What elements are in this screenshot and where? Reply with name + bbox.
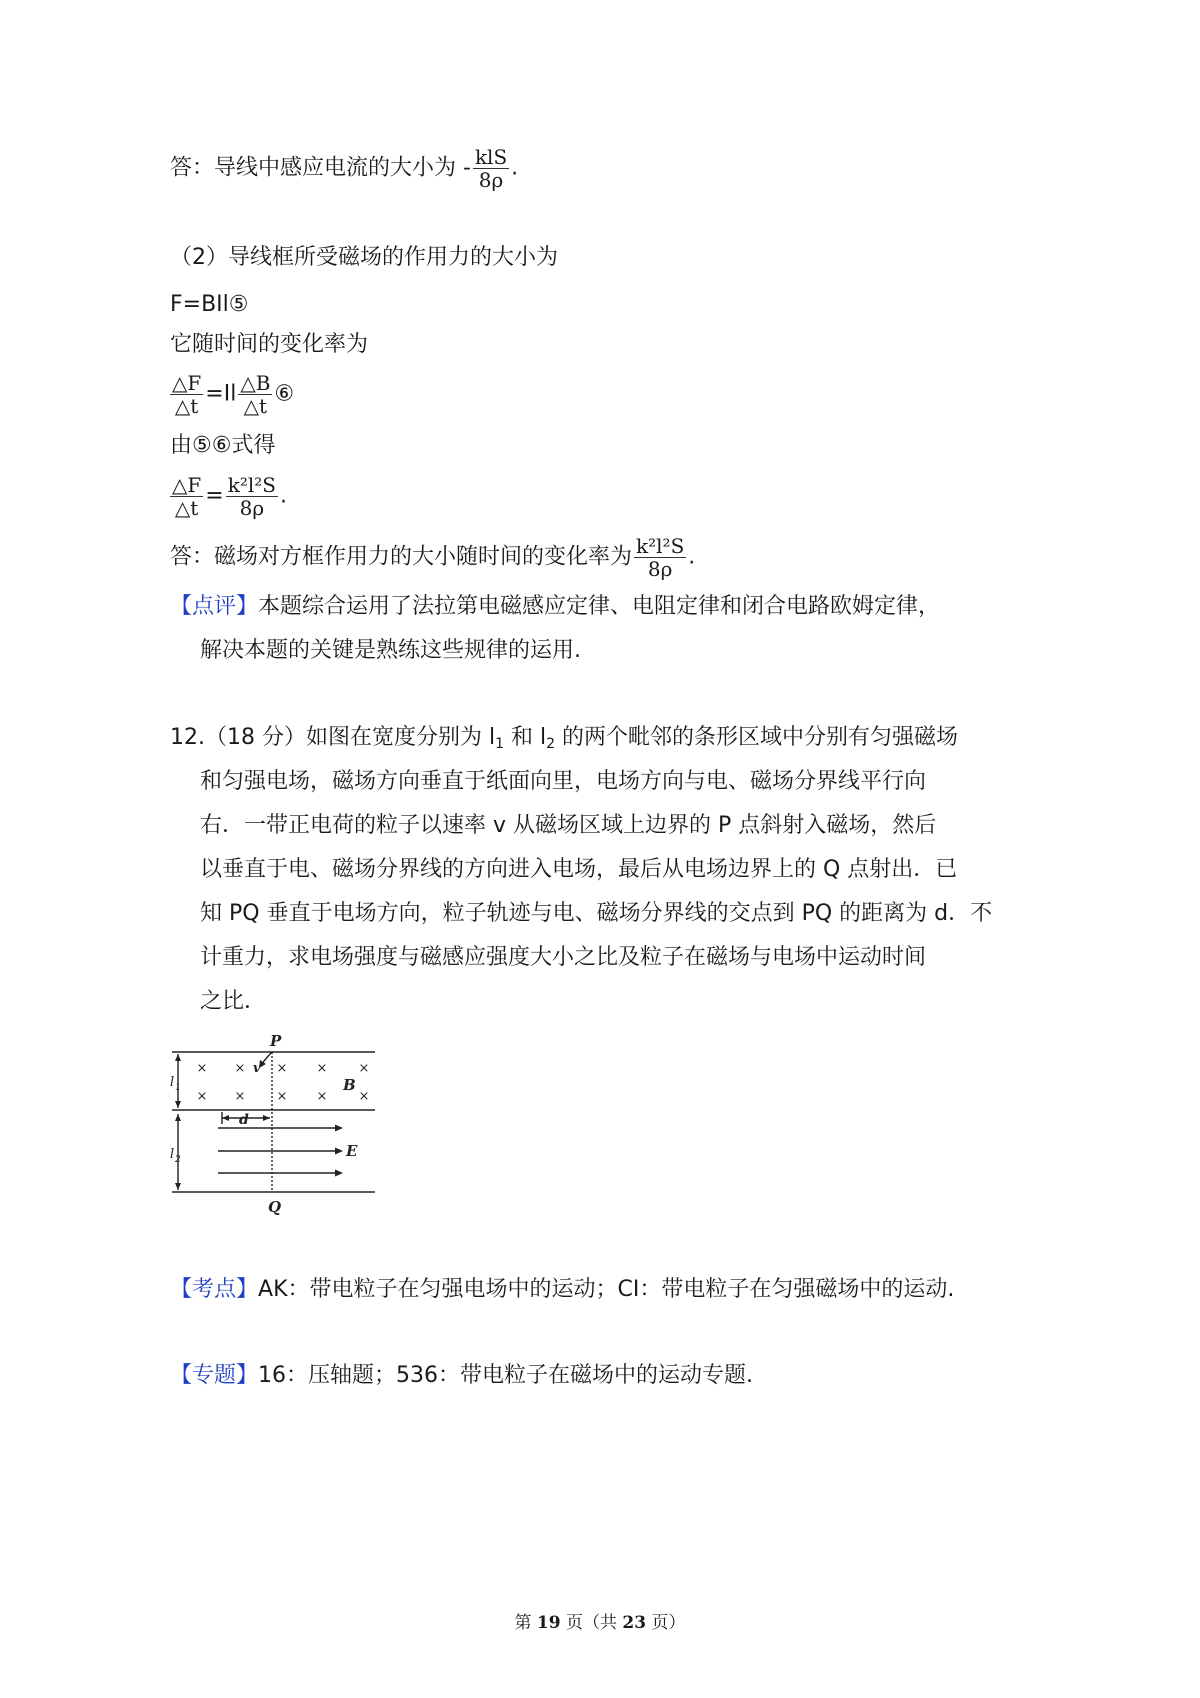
- fraction-denominator: 8ρ: [478, 168, 504, 192]
- arrowhead: [175, 1183, 181, 1190]
- comment-tag: 【点评】: [170, 594, 259, 619]
- arrowhead: [263, 1115, 270, 1121]
- total-pages: 23: [622, 1613, 647, 1633]
- footer-text: 页）: [646, 1613, 686, 1633]
- fraction-denominator: △t: [174, 394, 199, 418]
- question-12-line-6: 计重力，求电场强度与磁感应强度大小之比及粒子在磁场与电场中运动时间: [200, 945, 927, 970]
- subscript: 1: [495, 736, 505, 752]
- arrowhead: [222, 1115, 229, 1121]
- comment-line-1: [170, 592, 940, 622]
- answer-1: [170, 146, 518, 191]
- label-l1-subscript: 1: [175, 1083, 181, 1093]
- label-l2-subscript: 2: [175, 1155, 181, 1165]
- arrowhead: [335, 1148, 343, 1155]
- fraction-denominator: △t: [174, 496, 199, 520]
- answer-2-period: .: [688, 544, 696, 570]
- answer-1-text: 答：导线中感应电流的大小为 -: [170, 155, 471, 181]
- arrowhead: [335, 1125, 343, 1132]
- field-diagram: [160, 1030, 400, 1220]
- fraction-numerator: △F: [172, 473, 202, 497]
- kaodian-tag: 【考点】: [170, 1277, 259, 1302]
- equation-5: F=BIl⑤: [170, 292, 249, 317]
- zhuanti-text: 16：压轴题；536：带电粒子在磁场中的运动专题.: [258, 1363, 753, 1388]
- answer-2: [170, 535, 695, 580]
- zhuanti-tag: 【专题】: [170, 1363, 259, 1388]
- answer-1-fraction: [473, 146, 509, 191]
- zhuanti-line: [170, 1361, 753, 1391]
- fraction-dF-dt: [170, 474, 203, 519]
- equation-operator: =Il: [205, 381, 237, 407]
- label-l2: l: [170, 1147, 175, 1162]
- question-12-line-2: 和匀强电场，磁场方向垂直于纸面向里，电场方向与电、磁场分界线平行向: [200, 769, 927, 794]
- question-12-line-7: 之比．: [200, 989, 267, 1014]
- kaodian-line: [170, 1275, 954, 1305]
- result-equation: [168, 474, 287, 519]
- footer-text: 第: [514, 1613, 537, 1633]
- part-2-intro: （2）导线框所受磁场的作用力的大小为: [170, 245, 558, 270]
- arrowhead: [175, 1114, 181, 1121]
- cross-mark: ×: [316, 1061, 328, 1076]
- rate-text: 它随时间的变化率为: [170, 332, 369, 357]
- arrowhead: [175, 1101, 181, 1108]
- arrowhead: [335, 1170, 343, 1177]
- label-d: d: [239, 1112, 249, 1128]
- fraction-numerator: k²l²S: [227, 473, 276, 497]
- label-e: E: [346, 1142, 358, 1160]
- label-l1: l: [170, 1075, 175, 1090]
- label-q: Q: [268, 1198, 282, 1216]
- question-12-line-4: 以垂直于电、磁场分界线的方向进入电场，最后从电场边界上的 Q 点射出．已: [200, 857, 958, 882]
- fraction-denominator: 8ρ: [239, 496, 265, 520]
- cross-mark: ×: [358, 1061, 370, 1076]
- cross-mark: ×: [358, 1089, 370, 1104]
- cross-mark: ×: [316, 1089, 328, 1104]
- question-12-line-5: 知 PQ 垂直于电场方向，粒子轨迹与电、磁场分界线的交点到 PQ 的距离为 d．不: [200, 901, 993, 926]
- question-12-line-3: 右．一带正电荷的粒子以速率 v 从磁场区域上边界的 P 点斜射入磁场，然后: [200, 813, 937, 838]
- cross-mark: ×: [234, 1061, 246, 1076]
- question-text: 12.（18 分）如图在宽度分别为 l: [170, 725, 496, 750]
- fraction-numerator: k²l²S: [636, 534, 685, 558]
- kaodian-text: AK：带电粒子在匀强电场中的运动；CI：带电粒子在匀强磁场中的运动.: [258, 1277, 955, 1302]
- footer-text: 页（共: [560, 1613, 623, 1633]
- fraction-dF-dt: [170, 372, 203, 417]
- cross-mark: ×: [196, 1061, 208, 1076]
- subscript: 2: [546, 736, 556, 752]
- answer-2-text: 答：磁场对方框作用力的大小随时间的变化率为: [170, 544, 633, 570]
- label-p: P: [270, 1032, 282, 1050]
- cross-mark: ×: [196, 1089, 208, 1104]
- cross-mark: ×: [234, 1089, 246, 1104]
- comment-line-2: 解决本题的关键是熟练这些规律的运用.: [200, 638, 581, 663]
- question-text: 的两个毗邻的条形区域中分别有匀强磁场: [555, 725, 959, 750]
- cross-mark: ×: [276, 1089, 288, 1104]
- label-v: v: [253, 1061, 261, 1076]
- fraction-numerator: klS: [474, 145, 508, 169]
- fraction-numerator: △B: [240, 371, 271, 395]
- page-number: 19: [536, 1613, 561, 1633]
- answer-2-fraction: [634, 535, 686, 580]
- equation-period: .: [279, 483, 287, 509]
- fraction-result: [226, 474, 278, 519]
- fraction-denominator: △t: [243, 394, 268, 418]
- fraction-numerator: △F: [172, 371, 202, 395]
- question-12-line-1: [170, 723, 958, 759]
- fraction-denominator: 8ρ: [647, 557, 673, 581]
- cross-mark: ×: [276, 1061, 288, 1076]
- from-equations: 由⑤⑥式得: [170, 433, 276, 458]
- equation-operator: =: [205, 483, 224, 509]
- answer-1-period: .: [511, 155, 519, 181]
- question-text: 和 l: [504, 725, 547, 750]
- arrowhead: [175, 1054, 181, 1061]
- equation-6: [168, 372, 294, 417]
- label-b: B: [343, 1076, 356, 1094]
- fraction-dB-dt: [238, 372, 272, 417]
- equation-number: ⑥: [274, 381, 295, 407]
- comment-text: 本题综合运用了法拉第电磁感应定律、电阻定律和闭合电路欧姆定律，: [258, 594, 941, 619]
- page-footer: [0, 1608, 1200, 1633]
